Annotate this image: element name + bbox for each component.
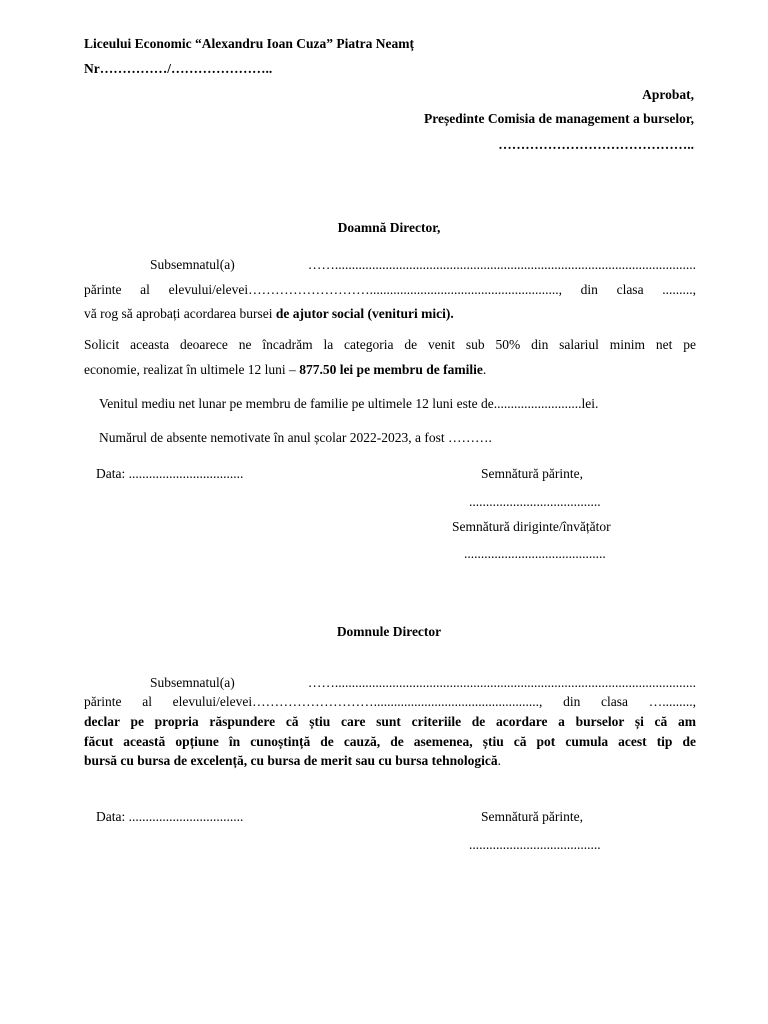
request2-parent-signature-label: Semnătură părinte, [481,809,583,824]
request2-parent-signature-dots: ....................................... [469,837,601,852]
request1-reason-line-2 [84,362,486,378]
request1-period: . [482,362,487,377]
request2-declaration-line-1: declar pe propria răspundere că știu care sunt criteriile de acordare a burselor și că am [84,714,696,729]
request1-reason-line: Solicit aceasta deoarece ne încadrăm la categoria de venit sub 50% din salariul minim net pe [84,337,696,352]
request2-declaration-text: bursă cu bursa de excelență, cu bursa de merit sau cu bursa tehnologică [84,753,498,768]
request1-teacher-signature-label: Semnătură diriginte/învățător [452,519,611,534]
request1-income-threshold: 877.50 lei pe membru de familie [299,362,483,377]
request2-period: . [497,753,502,768]
school-name: Liceului Economic “Alexandru Ioan Cuza” Piatra Neamț [84,36,414,51]
request2-date-field: Data: .................................. [96,809,244,824]
commission-president: Președinte Comisia de management a burselor, [424,111,694,126]
request1-teacher-signature-dots: .......................................... [464,546,606,561]
request1-request-line [84,306,454,322]
request1-parent-signature-dots: ....................................... [469,494,601,509]
president-signature-dots: …………………………………….. [498,137,694,152]
request1-bursa-type: de ajutor social (venituri mici). [275,306,454,321]
request2-declaration-line-3 [84,753,501,769]
request2-parent-line: părinte al elevului/elevei………………………................................................., din clasa …........., [84,694,696,709]
request1-absences-line: Numărul de absente nemotivate în anul școlar 2022-2023, a fost ………. [99,430,492,445]
salutation-domnule-director: Domnule Director [336,624,442,639]
request1-income-line: Venitul mediu net lunar pe membru de familie pe ultimele 12 luni este de..........................lei. [99,396,599,411]
request2-declaration-line-2: făcut această opțiune în cunoștință de cauză, de asemenea, știu că pot cumula acest tip de [84,734,696,749]
request1-reason-text: economie, realizat în ultimele 12 luni – [84,362,300,377]
request1-parent-signature-label: Semnătură părinte, [481,466,583,481]
request1-request-text: vă rog să aprobați acordarea bursei [84,306,276,321]
registration-number: Nr……………/………………….. [84,61,273,76]
request1-parent-line: părinte al elevului/elevei………………………........................................................, din clasa ........., [84,282,696,297]
salutation-doamna-director: Doamnă Director, [337,220,441,235]
request1-date-field: Data: .................................. [96,466,244,481]
request2-subsemnatul-line: Subsemnatul(a) ……........................................................................................................... [150,675,696,690]
request1-subsemnatul-line: Subsemnatul(a) ……........................................................................................................... [150,257,696,272]
approved-label: Aprobat, [642,87,694,102]
